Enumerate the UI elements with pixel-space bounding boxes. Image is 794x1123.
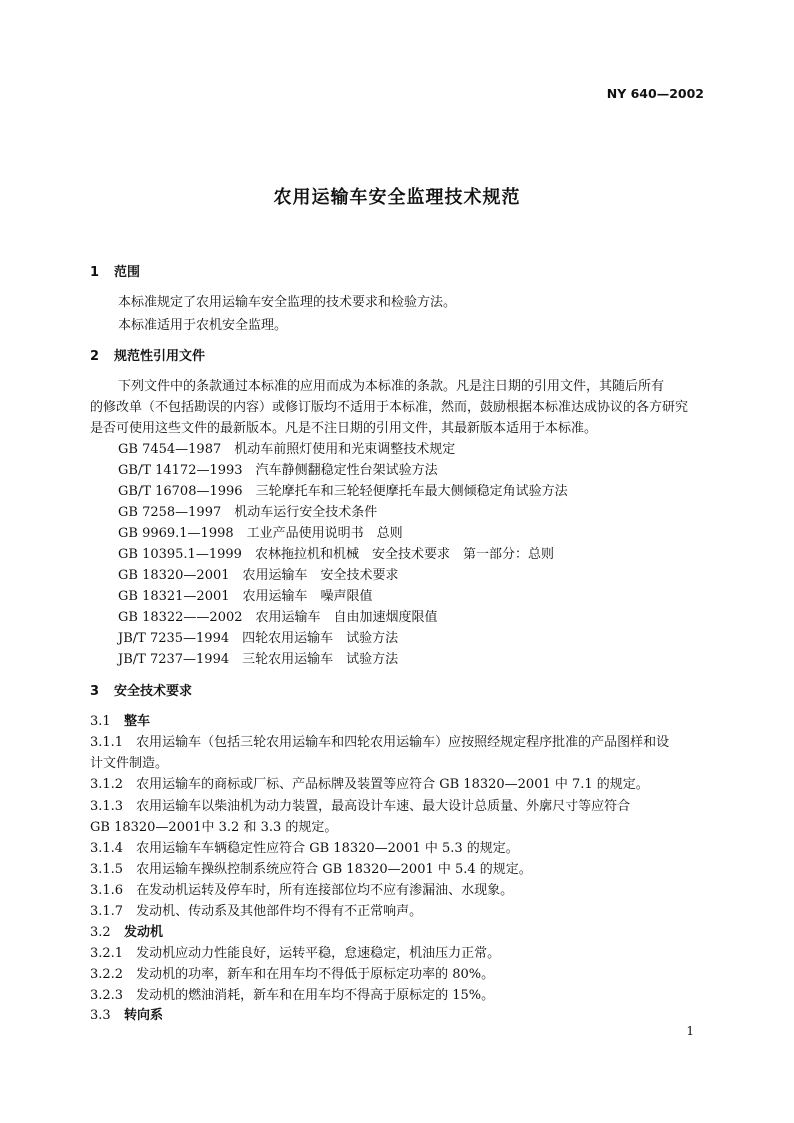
clause-number: 3.1.4 <box>90 841 124 856</box>
section-title: 规范性引用文件 <box>114 349 206 364</box>
reference-title: 农用运输车 噪声限值 <box>242 589 373 604</box>
paragraph: 本标准规定了农用运输车安全监理的技术要求和检验方法。 <box>118 295 457 310</box>
standard-number: NY 640—2002 <box>606 86 704 101</box>
reference-title: 农用运输车 安全技术要求 <box>242 568 399 583</box>
subsection-title: 整车 <box>124 714 151 729</box>
section-1-heading <box>90 261 140 280</box>
document-title: 农用运输车安全监理技术规范 <box>273 187 521 208</box>
clause-number: 3.2.2 <box>90 967 124 982</box>
reference-code: GB 7258—1997 <box>118 505 222 520</box>
subsection-number: 3.2 <box>90 925 111 940</box>
clause-number: 3.1.1 <box>90 735 124 750</box>
reference-title: 四轮农用运输车 试验方法 <box>242 631 399 646</box>
reference-title: 工业产品使用说明书 总则 <box>246 526 403 541</box>
clause-3-1-7 <box>90 900 422 919</box>
reference-code: GB 18320—2001 <box>118 568 230 583</box>
clause-text: 农用运输车的商标或厂标、产品标牌及装置等应符合 GB 18320—2001 中 7.1 的规定。 <box>136 777 649 792</box>
subsection-number: 3.3 <box>90 1008 111 1023</box>
reference-item <box>118 501 377 520</box>
clause-number: 3.1.2 <box>90 777 124 792</box>
reference-code: GB 9969.1—1998 <box>118 526 234 541</box>
reference-code: GB 7454—1987 <box>118 442 222 457</box>
page-number: 1 <box>686 1024 694 1038</box>
clause-continuation: 计文件制造。 <box>90 756 169 771</box>
clause-number: 3.1.5 <box>90 862 124 877</box>
clause-text: 农用运输车（包括三轮农用运输车和四轮农用运输车）应按照经规定程序批准的产品图样和设 <box>136 735 670 750</box>
clause-3-1-6 <box>90 879 513 898</box>
section-3-heading <box>90 680 192 699</box>
clause-3-2-2 <box>90 963 494 982</box>
paragraph-line: 的修改单（不包括勘误的内容）或修订版均不适用于本标准，然而，鼓励根据本标准达成协议的各方研究 <box>90 400 689 415</box>
paragraph-line: 下列文件中的条款通过本标准的应用而成为本标准的条款。凡是注日期的引用文件，其随后所有 <box>118 379 665 394</box>
section-number: 3 <box>90 684 100 699</box>
reference-item <box>118 648 398 667</box>
clause-number: 3.2.1 <box>90 946 124 961</box>
clause-continuation: GB 18320—2001中 3.2 和 3.3 的规定。 <box>90 820 338 835</box>
subsection-title: 发动机 <box>124 925 164 940</box>
reference-code: JB/T 7237—1994 <box>118 652 230 667</box>
clause-text: 发动机应动力性能良好，运转平稳，怠速稳定，机油压力正常。 <box>136 946 501 961</box>
reference-code: GB 18322——2002 <box>118 610 243 625</box>
clause-text: 发动机的功率，新车和在用车均不得低于原标定功率的 80%。 <box>136 967 495 982</box>
reference-item <box>118 438 455 457</box>
clause-3-2-1 <box>90 942 500 961</box>
reference-code: JB/T 7235—1994 <box>118 631 230 646</box>
paragraph-line: 是否可使用这些文件的最新版本。凡是不注日期的引用文件，其最新版本适用于本标准。 <box>90 421 598 436</box>
clause-text: 在发动机运转及停车时，所有连接部位均不应有渗漏油、水现象。 <box>136 883 514 898</box>
reference-code: GB/T 16708—1996 <box>118 484 243 499</box>
clause-number: 3.1.6 <box>90 883 124 898</box>
reference-title: 三轮摩托车和三轮轻便摩托车最大侧倾稳定角试验方法 <box>255 484 568 499</box>
section-title: 安全技术要求 <box>114 684 193 699</box>
reference-item <box>118 543 554 562</box>
clause-3-1-5 <box>90 858 532 877</box>
section-2-heading <box>90 345 205 364</box>
clause-3-1-1 <box>90 731 669 750</box>
clause-3-1-4 <box>90 837 519 856</box>
clause-number: 3.1.3 <box>90 799 124 814</box>
reference-code: GB 10395.1—1999 <box>118 547 242 562</box>
reference-item <box>118 585 373 604</box>
subsection-number: 3.1 <box>90 714 111 729</box>
reference-title: 机动车运行安全技术条件 <box>234 505 378 520</box>
subsection-3-3-heading <box>90 1004 163 1023</box>
clause-number: 3.2.3 <box>90 988 124 1003</box>
clause-text: 发动机的燃油消耗，新车和在用车均不得高于原标定的 15%。 <box>136 988 495 1003</box>
clause-text: 农用运输车车辆稳定性应符合 GB 18320—2001 中 5.3 的规定。 <box>136 841 519 856</box>
subsection-3-1-heading <box>90 710 150 729</box>
reference-item <box>118 459 438 478</box>
reference-title: 三轮农用运输车 试验方法 <box>242 652 399 667</box>
clause-text: 发动机、传动系及其他部件均不得有不正常响声。 <box>136 904 423 919</box>
reference-title: 农林拖拉机和机械 安全技术要求 第一部分：总则 <box>254 547 554 562</box>
reference-title: 汽车静侧翻稳定性台架试验方法 <box>255 463 438 478</box>
reference-item <box>118 564 399 583</box>
section-title: 范围 <box>114 265 141 280</box>
reference-item <box>118 480 568 499</box>
reference-item <box>118 522 403 541</box>
clause-text: 农用运输车以柴油机为动力装置，最高设计车速、最大设计总质量、外廓尺寸等应符合 <box>136 799 631 814</box>
clause-3-1-2 <box>90 773 649 792</box>
clause-number: 3.1.7 <box>90 904 124 919</box>
section-number: 1 <box>90 265 100 280</box>
paragraph: 本标准适用于农机安全监理。 <box>118 318 288 333</box>
reference-item <box>118 606 438 625</box>
clause-3-1-3 <box>90 795 630 814</box>
reference-title: 机动车前照灯使用和光束调整技术规定 <box>234 442 456 457</box>
reference-item <box>118 627 398 646</box>
section-number: 2 <box>90 349 100 364</box>
subsection-3-2-heading <box>90 921 163 940</box>
reference-code: GB 18321—2001 <box>118 589 230 604</box>
clause-text: 农用运输车操纵控制系统应符合 GB 18320—2001 中 5.4 的规定。 <box>136 862 532 877</box>
subsection-title: 转向系 <box>124 1008 164 1023</box>
reference-title: 农用运输车 自由加速烟度限值 <box>255 610 438 625</box>
reference-code: GB/T 14172—1993 <box>118 463 243 478</box>
clause-3-2-3 <box>90 984 494 1003</box>
